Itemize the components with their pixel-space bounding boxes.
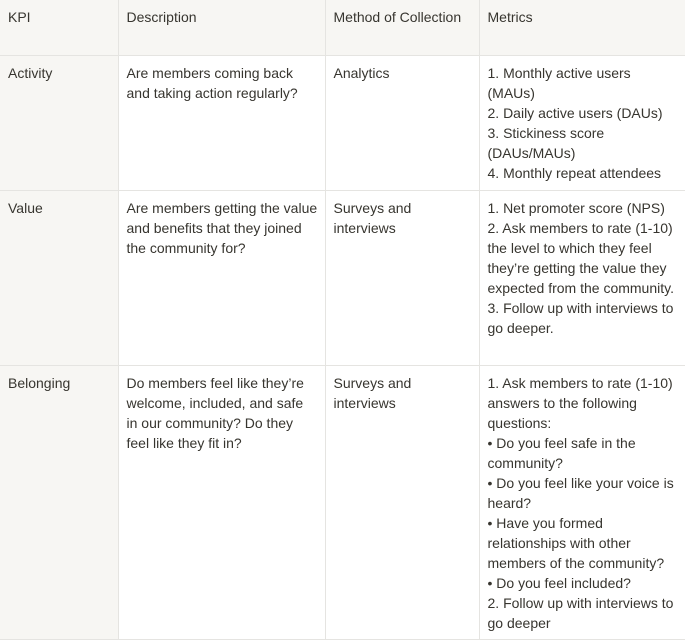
metrics-cell — [479, 190, 685, 365]
metrics-cell — [479, 365, 685, 639]
metric-item: 2. Daily active users (DAUs) — [487, 104, 663, 121]
metric-item: • Have you formed relationships with other members of the community? — [487, 514, 665, 571]
metric-item: • Do you feel like your voice is heard? — [487, 474, 674, 511]
header-method: Method of Collection — [325, 0, 479, 55]
table-row — [0, 190, 685, 365]
method-cell: Analytics — [325, 55, 479, 190]
description-cell: Are members coming back and taking action regularly? — [118, 55, 325, 190]
kpi-cell: Belonging — [0, 365, 118, 639]
header-description: Description — [118, 0, 325, 55]
metric-item: 1. Net promoter score (NPS) — [487, 199, 665, 216]
kpi-cell: Value — [0, 190, 118, 365]
description-cell: Are members getting the value and benefits that they joined the community for? — [118, 190, 325, 365]
description-cell: Do members feel like they’re welcome, included, and safe in our community? Do they feel like they fit in? — [118, 365, 325, 639]
kpi-cell: Activity — [0, 55, 118, 190]
method-cell: Surveys and interviews — [325, 190, 479, 365]
metric-item: • Do you feel included? — [487, 574, 631, 591]
method-cell: Surveys and interviews — [325, 365, 479, 639]
metric-item: 2. Ask members to rate (1-10) the level to which they feel they’re getting the value they expected from the community. — [487, 219, 674, 296]
table-row — [0, 365, 685, 639]
metric-item: 3. Stickiness score (DAUs/MAUs) — [487, 124, 605, 161]
metric-item: 4. Monthly repeat attendees — [487, 164, 662, 181]
metrics-cell — [479, 55, 685, 190]
header-metrics: Metrics — [479, 0, 685, 55]
metric-item: 3. Follow up with interviews to go deeper. — [487, 299, 674, 336]
metric-item: • Do you feel safe in the community? — [487, 434, 636, 471]
table-header-row — [0, 0, 685, 55]
metric-item: 2. Follow up with interviews to go deeper — [487, 594, 674, 631]
metric-item: 1. Ask members to rate (1-10) answers to the following questions: — [487, 374, 673, 431]
metric-item: 1. Monthly active users (MAUs) — [487, 64, 631, 101]
header-kpi: KPI — [0, 0, 118, 55]
table-row — [0, 55, 685, 190]
